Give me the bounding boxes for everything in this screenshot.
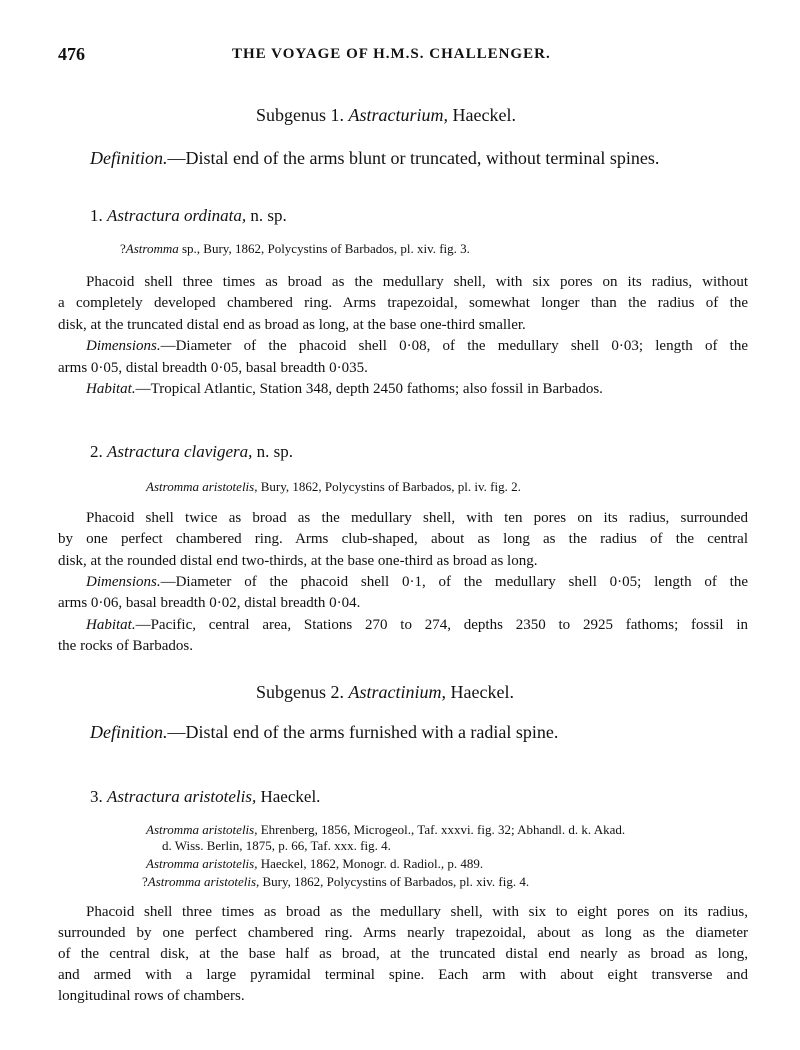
species-1-suffix: n. sp. [250, 206, 287, 225]
definition-1-label: Definition. [90, 148, 168, 168]
synonym-citation: Ehrenberg, 1856, Microgeol., Taf. xxxvi. fig. 32; Abhandl. d. k. Akad. [260, 822, 626, 837]
definition-1-text: —Distal end of the arms blunt or truncated, without terminal spines. [167, 148, 660, 168]
species-3-desc-line-4: and armed with a large pyramidal terminal spine. Each arm with about eight transverse and [58, 967, 748, 983]
dimensions-text: —Diameter of the phacoid shell 0·08, of the medullary shell 0·03; length of the [160, 338, 748, 354]
species-2-number: 2. [90, 442, 103, 461]
synonym-name: Astromma aristotelis, [146, 479, 258, 494]
species-2-habitat [86, 617, 748, 634]
species-2-dimensions [86, 574, 748, 591]
habitat-text: —Tropical Atlantic, Station 348, depth 2450 fathoms; also fossil in Barbados. [135, 381, 603, 397]
species-1-dimensions-cont: arms 0·05, distal breadth 0·05, basal breadth 0·035. [58, 360, 368, 376]
habitat-label: Habitat. [86, 381, 136, 397]
dimensions-text: —Diameter of the phacoid shell 0·1, of the medullary shell 0·05; length of the [160, 574, 748, 590]
species-3-synonym-3 [142, 874, 529, 890]
dimensions-label: Dimensions. [86, 338, 161, 354]
species-1-synonym [120, 241, 470, 257]
subgenus-2-author: Haeckel. [450, 682, 514, 702]
species-1-desc-line-1: Phacoid shell three times as broad as the medullary shell, with six pores on its radius, without [86, 274, 748, 290]
species-2-desc-line-2: by one perfect chambered ring. Arms club-shaped, about as long as the radius of the central [58, 531, 748, 547]
species-2-habitat-cont: the rocks of Barbados. [58, 638, 193, 654]
species-3-desc-line-3: of the central disk, at the base half as broad, at the truncated distal end nearly as broad as long, [58, 946, 748, 962]
synonym-citation: Bury, 1862, Polycystins of Barbados, pl. xiv. fig. 4. [262, 874, 530, 889]
subgenus-2-heading [256, 682, 514, 703]
synonym-citation: sp., Bury, 1862, Polycystins of Barbados, pl. xiv. fig. 3. [182, 241, 470, 256]
habitat-text: —Pacific, central area, Stations 270 to 274, depths 2350 to 2925 fathoms; fossil in [135, 617, 748, 633]
species-2-dimensions-cont: arms 0·06, basal breadth 0·02, distal breadth 0·04. [58, 595, 361, 611]
synonym-name: Astromma [125, 241, 179, 256]
species-2-desc-line-1: Phacoid shell twice as broad as the medullary shell, with ten pores on its radius, surrounded [86, 510, 748, 526]
species-1-habitat [86, 381, 603, 398]
species-2-heading [90, 442, 293, 462]
subgenus-2-prefix: Subgenus 2. [256, 682, 345, 702]
running-title: THE VOYAGE OF H.M.S. CHALLENGER. [232, 46, 551, 62]
species-1-desc-line-2: a completely developed chambered ring. Arms trapezoidal, somewhat longer than the radius of the [58, 295, 748, 311]
query-mark: ? [120, 241, 126, 256]
subgenus-2-name: Astractinium, [348, 682, 447, 702]
species-1-heading [90, 206, 287, 226]
species-2-desc-line-3: disk, at the rounded distal end two-thirds, at the base one-third as broad as long. [58, 553, 538, 569]
habitat-label: Habitat. [86, 617, 136, 633]
query-mark: ? [142, 874, 148, 889]
species-3-desc-line-2: surrounded by one perfect chambered ring. Arms nearly trapezoidal, about as long as the diameter [58, 925, 748, 941]
definition-2-text: —Distal end of the arms furnished with a radial spine. [167, 722, 559, 742]
synonym-name: Astromma aristotelis, [147, 874, 260, 889]
species-2-suffix: n. sp. [256, 442, 294, 461]
dimensions-label: Dimensions. [86, 574, 161, 590]
species-1-number: 1. [90, 206, 103, 225]
species-3-number: 3. [90, 787, 103, 806]
subgenus-1-name: Astracturium, [348, 105, 449, 125]
definition-2-label: Definition. [90, 722, 168, 742]
definition-2 [90, 722, 558, 743]
species-3-suffix: Haeckel. [260, 787, 321, 806]
species-3-heading [90, 787, 320, 807]
subgenus-1-author: Haeckel. [452, 105, 516, 125]
species-1-name: Astractura ordinata, [107, 206, 247, 225]
species-3-name: Astractura aristotelis, [107, 787, 257, 806]
subgenus-1-heading [256, 105, 516, 126]
species-1-dimensions [86, 338, 748, 355]
species-2-name: Astractura clavigera, [107, 442, 253, 461]
species-2-synonym [146, 479, 521, 495]
synonym-citation: Bury, 1862, Polycystins of Barbados, pl. iv. fig. 2. [260, 479, 521, 494]
species-3-synonym-1-cont: d. Wiss. Berlin, 1875, p. 66, Taf. xxx. fig. 4. [162, 838, 391, 853]
synonym-citation: Haeckel, 1862, Monogr. d. Radiol., p. 489. [260, 856, 484, 871]
subgenus-1-prefix: Subgenus 1. [256, 105, 345, 125]
species-3-desc-line-1: Phacoid shell three times as broad as the medullary shell, with six to eight pores on its radius, [86, 904, 748, 920]
page-number: 476 [58, 44, 85, 64]
species-1-desc-line-3: disk, at the truncated distal end as broad as long, at the base one-third smaller. [58, 317, 526, 333]
species-3-desc-line-5: longitudinal rows of chambers. [58, 988, 245, 1004]
species-3-synonym-1 [146, 822, 625, 838]
synonym-name: Astromma aristotelis, [146, 822, 258, 837]
definition-1 [90, 148, 659, 169]
species-3-synonym-2 [146, 856, 483, 872]
synonym-name: Astromma aristotelis, [146, 856, 258, 871]
